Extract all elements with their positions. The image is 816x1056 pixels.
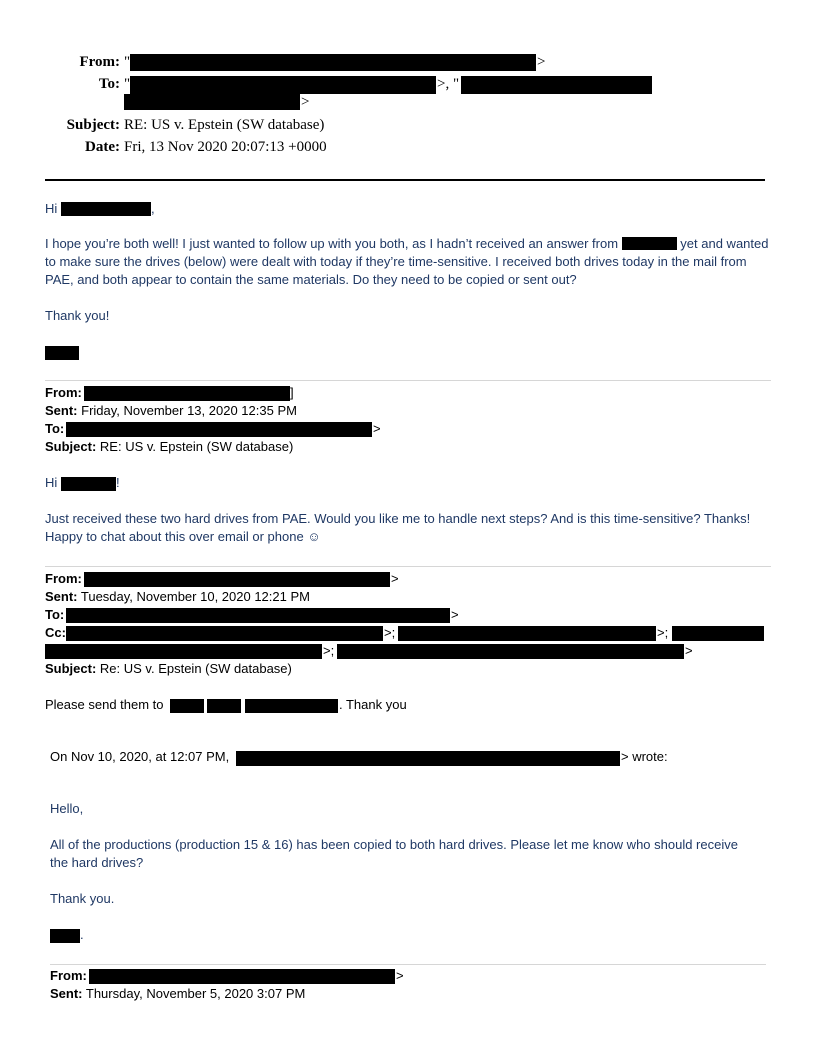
paragraph-text-start: I hope you’re both well! I just wanted to follow up with you both, as I hadn’t received an answer from	[45, 236, 619, 251]
redaction-bar	[245, 699, 338, 713]
redaction-bar	[45, 644, 322, 659]
redaction-bar	[84, 386, 290, 401]
from-label: From:	[79, 54, 120, 70]
followup-paragraph	[45, 235, 771, 289]
greeting: Hi	[45, 475, 58, 490]
subject-value: Re: US v. Epstein (SW database)	[99, 661, 292, 676]
quote-wrote: > wrote:	[621, 749, 668, 764]
subject-line	[45, 660, 292, 678]
redaction-bar	[84, 572, 390, 587]
redaction-bar	[89, 969, 395, 984]
sent-line	[45, 402, 297, 420]
body-text-end: . Thank you	[339, 697, 407, 712]
message-separator	[50, 964, 766, 965]
to-close: >	[373, 421, 381, 436]
signature-redaction	[45, 346, 79, 360]
body-text-start: Please send them to	[45, 697, 164, 712]
subject-label: Subject:	[45, 661, 97, 676]
redaction-bar	[66, 626, 383, 641]
from-line	[45, 570, 82, 588]
to-quote: "	[124, 76, 131, 92]
sent-label: Sent:	[50, 986, 83, 1001]
to-label: To:	[45, 421, 65, 436]
greeting-bang: !	[116, 475, 120, 490]
cc-separator: >;	[657, 625, 669, 640]
cc-separator: >;	[384, 625, 396, 640]
date-value: Fri, 13 Nov 2020 20:07:13 +0000	[124, 139, 327, 155]
from-close: ]	[290, 385, 294, 400]
paragraph-text-end: yet and wanted to make sure the drives (below) were dealt with today if they’re time-sensitive. I received both drives today in the mail from PAE, and both appear to contain the same materials. Do they need to be copied or sent out?	[45, 236, 769, 287]
to-line	[45, 420, 64, 438]
from-close: >	[537, 54, 546, 70]
sent-line	[50, 985, 305, 1003]
redaction-bar	[66, 608, 450, 623]
redaction-bar	[61, 477, 116, 491]
message-separator	[45, 566, 771, 567]
redaction-bar	[61, 202, 151, 216]
header-divider	[45, 179, 765, 181]
from-label: From:	[45, 571, 82, 586]
redaction-bar	[130, 54, 536, 71]
signature-redaction	[50, 929, 80, 943]
to-label: To:	[98, 76, 120, 92]
sent-value: Friday, November 13, 2020 12:35 PM	[81, 403, 297, 418]
redaction-bar	[398, 626, 656, 641]
redaction-bar	[207, 699, 241, 713]
redaction-bar	[124, 94, 300, 110]
cc-line	[45, 624, 66, 642]
redaction-bar	[130, 76, 436, 94]
redaction-bar	[622, 237, 677, 250]
to-close: >	[451, 607, 459, 622]
thanks-line: Thank you.	[50, 891, 115, 906]
hello-line: Hello,	[50, 801, 84, 816]
quote-intro: On Nov 10, 2020, at 12:07 PM,	[50, 749, 230, 764]
greeting-comma: ,	[151, 201, 155, 216]
redaction-bar	[337, 644, 684, 659]
message-separator	[45, 380, 771, 381]
from-label: From:	[45, 385, 82, 400]
sent-label: Sent:	[45, 589, 78, 604]
redaction-bar	[170, 699, 204, 713]
to-separator: >, "	[437, 76, 460, 92]
from-close: >	[391, 571, 399, 586]
from-line	[45, 384, 82, 402]
to-close: >	[301, 94, 310, 110]
redaction-bar	[672, 626, 764, 641]
cc-end: >	[685, 643, 693, 658]
sent-label: Sent:	[45, 403, 78, 418]
to-label: To:	[45, 607, 65, 622]
to-line	[45, 606, 64, 624]
greeting: Hi	[45, 201, 58, 216]
sent-line	[45, 588, 310, 606]
redaction-bar	[66, 422, 372, 437]
subject-value: RE: US v. Epstein (SW database)	[99, 439, 294, 454]
from-line	[50, 967, 87, 985]
cc-separator: >;	[323, 643, 335, 658]
thanks-line: Thank you!	[45, 308, 110, 323]
date-label: Date:	[85, 139, 120, 155]
subject-label: Subject:	[45, 439, 97, 454]
sent-value: Tuesday, November 10, 2020 12:21 PM	[80, 589, 310, 604]
cc-label: Cc:	[45, 625, 66, 640]
drives-paragraph: Just received these two hard drives from PAE. Would you like me to handle next steps? And is this time-sensitive? Thanks! Happy to chat about this over email or phone ☺	[45, 511, 751, 544]
subject-value: RE: US v. Epstein (SW database)	[124, 117, 325, 133]
from-label: From:	[50, 968, 87, 983]
subject-line	[45, 438, 293, 456]
redaction-bar	[461, 76, 652, 94]
redaction-bar	[236, 751, 620, 766]
productions-paragraph: All of the productions (production 15 & 16) has been copied to both hard drives. Please let me know who should receive the hard drives?	[50, 837, 738, 870]
subject-label: Subject:	[66, 117, 120, 133]
signature-dot: .	[80, 927, 84, 942]
sent-value: Thursday, November 5, 2020 3:07 PM	[85, 986, 306, 1001]
from-quote: "	[124, 54, 131, 70]
from-close: >	[396, 968, 404, 983]
